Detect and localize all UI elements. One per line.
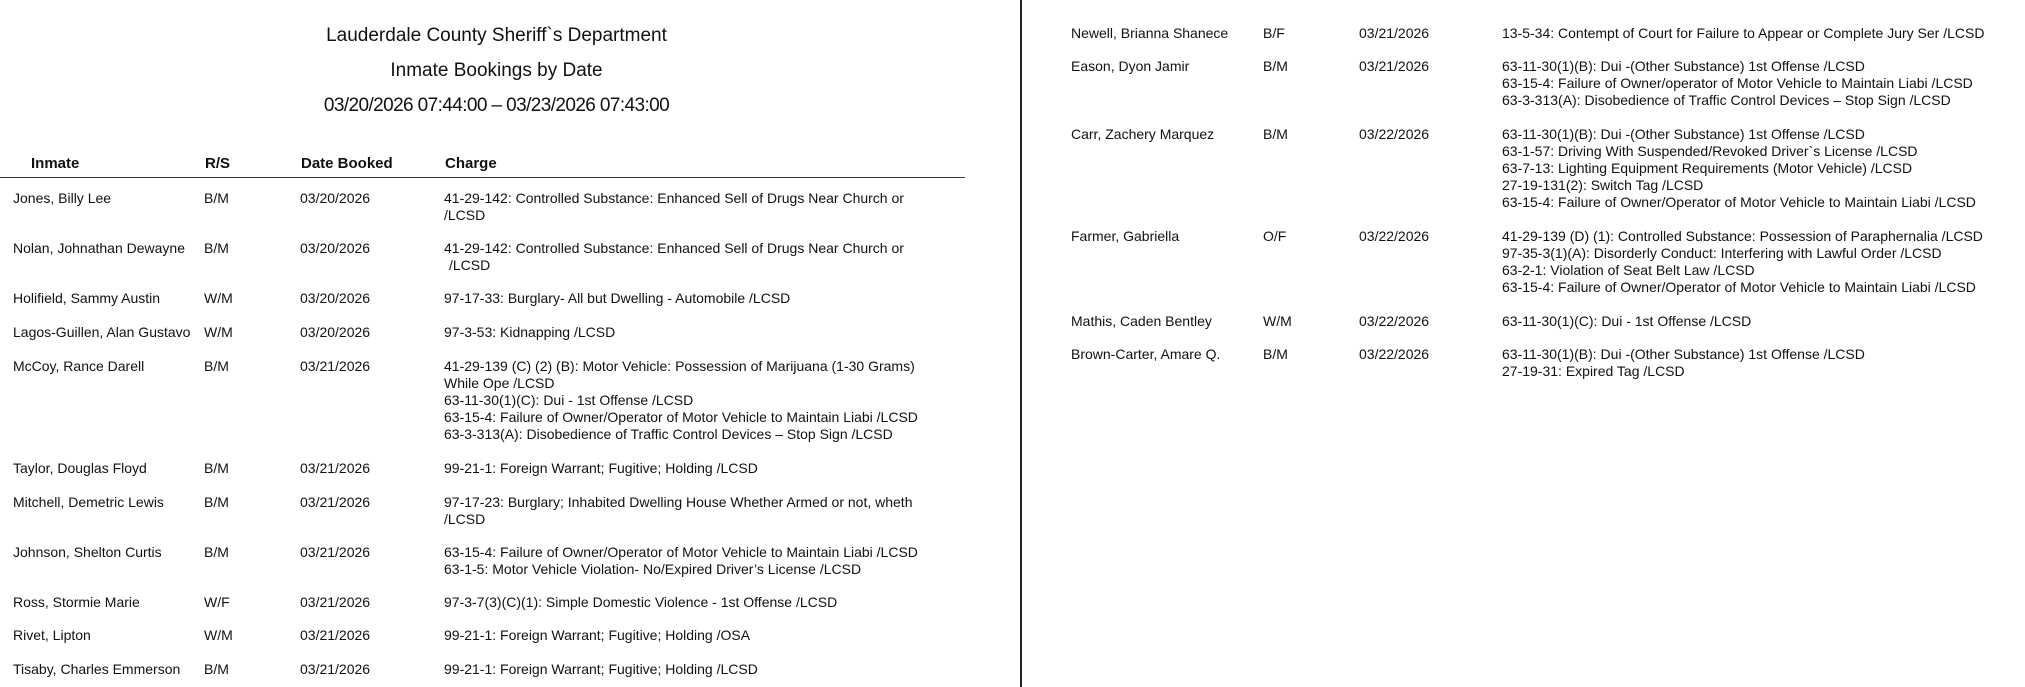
date-booked: 03/21/2026 (300, 594, 371, 610)
inmate-name: Eason, Dyon Jamir (1071, 58, 1190, 74)
charge-line: 63-7-13: Lighting Equipment Requirements (Motor Vehicle) /LCSD (1502, 160, 1913, 176)
charge-list (444, 661, 758, 678)
race-sex: B/F (1263, 25, 1285, 41)
race-sex: B/M (204, 460, 229, 476)
race-sex: W/M (204, 290, 233, 306)
inmate-name: Carr, Zachery Marquez (1071, 126, 1215, 142)
charge-line: 63-3-313(A): Disobedience of Traffic Control Devices – Stop Sign /LCSD (1502, 92, 1951, 108)
charge-line: 41-29-142: Controlled Substance: Enhanced Sell of Drugs Near Church or (444, 190, 904, 206)
inmate-name: McCoy, Rance Darell (13, 358, 145, 374)
column-header-rs: R/S (205, 155, 231, 172)
date-booked: 03/20/2026 (300, 240, 371, 256)
inmate-name: Farmer, Gabriella (1071, 228, 1180, 244)
inmate-name: Nolan, Johnathan Dewayne (13, 240, 186, 256)
charge-line: 97-3-7(3)(C)(1): Simple Domestic Violence - 1st Offense /LCSD (444, 594, 838, 610)
race-sex: W/F (204, 594, 230, 610)
charge-list (444, 594, 837, 611)
charge-line: 99-21-1: Foreign Warrant; Fugitive; Holding /LCSD (444, 460, 758, 476)
charge-list (444, 290, 790, 307)
inmate-name: Brown-Carter, Amare Q. (1071, 346, 1221, 362)
charge-line: 63-11-30(1)(B): Dui -(Other Substance) 1st Offense /LCSD (1502, 126, 1865, 142)
charge-line: 13-5-34: Contempt of Court for Failure to Appear or Complete Jury Ser /LCSD (1502, 25, 1985, 41)
date-booked: 03/21/2026 (1359, 58, 1430, 74)
charge-line: 97-3-53: Kidnapping /LCSD (444, 324, 616, 340)
charge-list (444, 190, 904, 224)
date-booked: 03/22/2026 (1359, 228, 1430, 244)
charge-line: 63-11-30(1)(C): Dui - 1st Offense /LCSD (1502, 313, 1752, 329)
charge-line: 63-1-5: Motor Vehicle Violation- No/Expired Driver’s License /LCSD (444, 561, 862, 577)
race-sex: B/M (1263, 126, 1288, 142)
report-title: Lauderdale County Sheriff`s Department (326, 25, 667, 46)
inmate-name: Holifield, Sammy Austin (13, 290, 161, 306)
race-sex: W/M (1263, 313, 1292, 329)
charge-list (444, 358, 918, 443)
charge-line: 63-3-313(A): Disobedience of Traffic Control Devices – Stop Sign /LCSD (444, 426, 893, 442)
inmate-name: Tisaby, Charles Emmerson (13, 661, 181, 677)
race-sex: O/F (1263, 228, 1287, 244)
charge-list (1502, 58, 1973, 109)
report-header (0, 26, 993, 115)
date-booked: 03/20/2026 (300, 190, 371, 206)
charge-line: 63-15-4: Failure of Owner/Operator of Motor Vehicle to Maintain Liabi /LCSD (444, 409, 918, 425)
charge-line: 99-21-1: Foreign Warrant; Fugitive; Holding /OSA (444, 627, 751, 643)
charge-line: 97-35-3(1)(A): Disorderly Conduct: Interfering with Lawful Order /LCSD (1502, 245, 1942, 261)
charge-line: /LCSD (444, 207, 486, 223)
race-sex: B/M (204, 661, 229, 677)
inmate-name: Jones, Billy Lee (13, 190, 112, 206)
charge-line: /LCSD (444, 511, 486, 527)
charge-list (1502, 228, 1983, 296)
charge-line: 41-29-139 (C) (2) (B): Motor Vehicle: Possession of Marijuana (1-30 Grams) (444, 358, 915, 374)
report-subtitle: Inmate Bookings by Date (390, 60, 603, 81)
inmate-name: Mitchell, Demetric Lewis (13, 494, 164, 510)
charge-line: 41-29-139 (D) (1): Controlled Substance: Possession of Paraphernalia /LCSD (1502, 228, 1983, 244)
date-booked: 03/22/2026 (1359, 126, 1430, 142)
column-header-date: Date Booked (301, 155, 393, 172)
charge-line: 63-15-4: Failure of Owner/operator of Motor Vehicle to Maintain Liabi /LCSD (1502, 75, 1973, 91)
charge-line: 41-29-142: Controlled Substance: Enhanced Sell of Drugs Near Church or (444, 240, 904, 256)
charge-line: 63-11-30(1)(B): Dui -(Other Substance) 1st Offense /LCSD (1502, 58, 1865, 74)
date-booked: 03/21/2026 (300, 627, 371, 643)
date-booked: 03/22/2026 (1359, 313, 1430, 329)
date-booked: 03/21/2026 (300, 544, 371, 560)
charge-list (444, 460, 758, 477)
charge-line: While Ope /LCSD (444, 375, 555, 391)
date-booked: 03/22/2026 (1359, 346, 1430, 362)
charge-list (444, 240, 904, 274)
charge-line: 63-15-4: Failure of Owner/Operator of Motor Vehicle to Maintain Liabi /LCSD (1502, 194, 1976, 210)
report-date-range: 03/20/2026 07:44:00 – 03/23/2026 07:43:00 (323, 95, 670, 116)
charge-line: 63-1-57: Driving With Suspended/Revoked Driver`s License /LCSD (1502, 143, 1918, 159)
charge-list (444, 544, 918, 578)
race-sex: B/M (204, 240, 229, 256)
charge-line: /LCSD (449, 257, 491, 273)
charge-list (1502, 313, 1751, 330)
page-divider (1020, 0, 1022, 687)
charge-line: 97-17-23: Burglary; Inhabited Dwelling House Whether Armed or not, wheth (444, 494, 913, 510)
charge-line: 27-19-131(2): Switch Tag /LCSD (1502, 177, 1704, 193)
race-sex: B/M (204, 190, 229, 206)
date-booked: 03/21/2026 (300, 661, 371, 677)
race-sex: B/M (1263, 346, 1288, 362)
charge-line: 63-15-4: Failure of Owner/Operator of Motor Vehicle to Maintain Liabi /LCSD (1502, 279, 1976, 295)
date-booked: 03/21/2026 (300, 460, 371, 476)
date-booked: 03/21/2026 (1359, 25, 1430, 41)
race-sex: B/M (204, 544, 229, 560)
charge-line: 63-2-1: Violation of Seat Belt Law /LCSD (1502, 262, 1755, 278)
column-header-inmate: Inmate (31, 155, 80, 172)
date-booked: 03/20/2026 (300, 290, 371, 306)
inmate-name: Mathis, Caden Bentley (1071, 313, 1212, 329)
inmate-name: Ross, Stormie Marie (13, 594, 140, 610)
inmate-name: Taylor, Douglas Floyd (13, 460, 147, 476)
charge-line: 99-21-1: Foreign Warrant; Fugitive; Holding /LCSD (444, 661, 758, 677)
inmate-name: Rivet, Lipton (13, 627, 91, 643)
charge-line: 27-19-31: Expired Tag /LCSD (1502, 363, 1685, 379)
inmate-name: Johnson, Shelton Curtis (13, 544, 162, 560)
date-booked: 03/20/2026 (300, 324, 371, 340)
charge-list (1502, 126, 1976, 211)
column-headers (0, 155, 965, 178)
charge-list (444, 324, 615, 341)
inmate-name: Newell, Brianna Shanece (1071, 25, 1229, 41)
column-header-charge: Charge (445, 155, 497, 172)
charge-line: 63-11-30(1)(B): Dui -(Other Substance) 1st Offense /LCSD (1502, 346, 1865, 362)
charge-line: 63-15-4: Failure of Owner/Operator of Motor Vehicle to Maintain Liabi /LCSD (444, 544, 918, 560)
race-sex: W/M (204, 324, 233, 340)
report-page-right (1023, 0, 2025, 687)
date-booked: 03/21/2026 (300, 358, 371, 374)
charge-line: 97-17-33: Burglary- All but Dwelling - Automobile /LCSD (444, 290, 791, 306)
race-sex: B/M (204, 494, 229, 510)
race-sex: B/M (204, 358, 229, 374)
inmate-name: Lagos-Guillen, Alan Gustavo (13, 324, 191, 340)
charge-list (1502, 346, 1865, 380)
charge-list (1502, 25, 1984, 42)
race-sex: W/M (204, 627, 233, 643)
date-booked: 03/21/2026 (300, 494, 371, 510)
charge-line: 63-11-30(1)(C): Dui - 1st Offense /LCSD (444, 392, 694, 408)
charge-list (444, 627, 750, 644)
charge-list (444, 494, 912, 528)
race-sex: B/M (1263, 58, 1288, 74)
